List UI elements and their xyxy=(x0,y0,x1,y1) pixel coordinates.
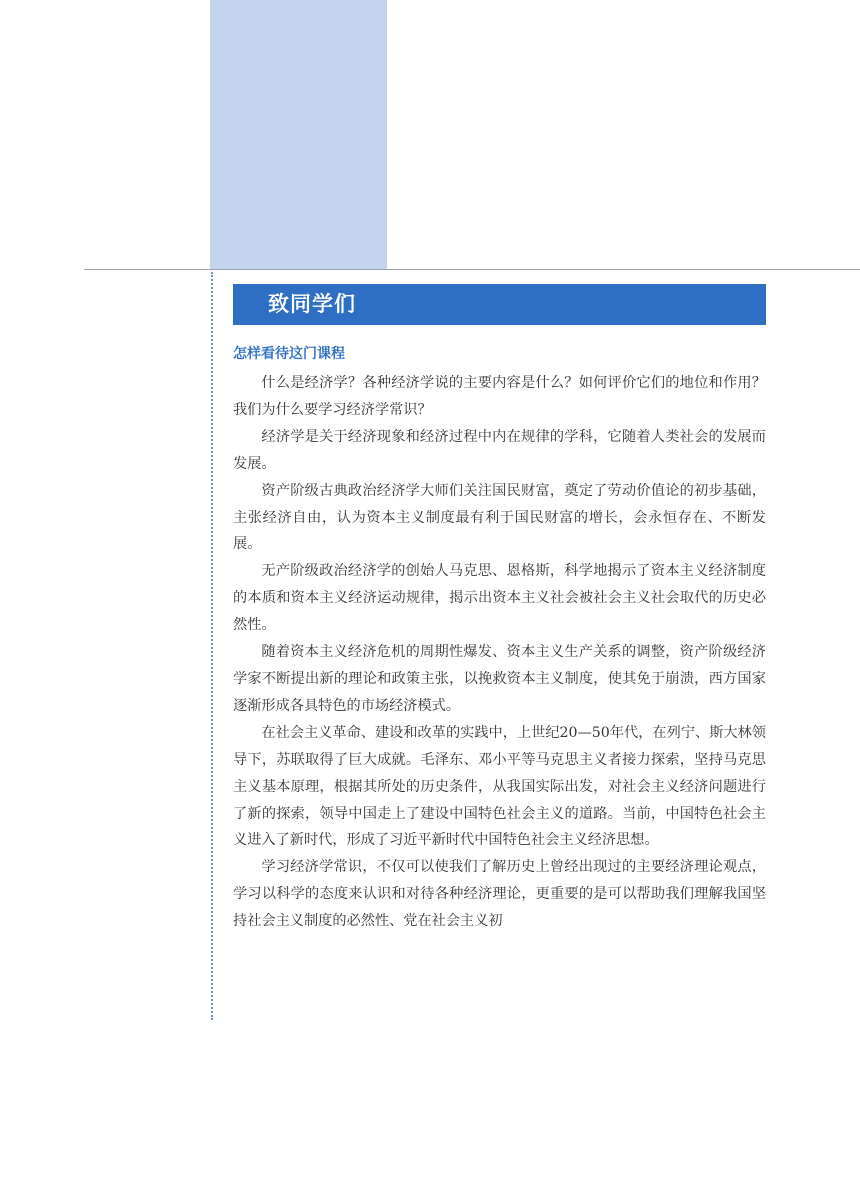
paragraph: 经济学是关于经济现象和经济过程中内在规律的学科，它随着人类社会的发展而发展。 xyxy=(233,428,766,472)
top-decorative-block xyxy=(210,0,387,270)
body-text xyxy=(233,370,766,935)
subheading: 怎样看待这门课程 xyxy=(233,346,345,362)
paragraph: 在社会主义革命、建设和改革的实践中，上世纪20—50年代，在列宁、斯大林领导下，苏联取得了巨大成就。毛泽东、邓小平等马克思主义者接力探索，坚持马克思主义基本原理，根据其所处的历史条件，从我国实际出发，对社会主义经济问题进行了新的探索，领导中国走上了建设中国特色社会主义的道路。当前，中国特色社会主义进入了新时代，形成了习近平新时代中国特色社会主义经济思想。 xyxy=(233,724,766,849)
paragraph: 无产阶级政治经济学的创始人马克思、恩格斯，科学地揭示了资本主义经济制度的本质和资本主义经济运动规律，揭示出资本主义社会被社会主义社会取代的历史必然性。 xyxy=(233,563,766,634)
section-title-bar xyxy=(233,284,766,325)
paragraph: 什么是经济学？各种经济学说的主要内容是什么？如何评价它们的地位和作用？我们为什么要学习经济学常识？ xyxy=(233,375,766,418)
paragraph: 学习经济学常识，不仅可以使我们了解历史上曾经出现过的主要经济理论观点，学习以科学的态度来认识和对待各种经济理论，更重要的是可以帮助我们理解我国坚持社会主义制度的必然性、党在社会主义初 xyxy=(233,859,766,930)
header-rule xyxy=(84,269,860,270)
page-title: 致同学们 xyxy=(268,292,356,316)
paragraph: 资产阶级古典政治经济学大师们关注国民财富，奠定了劳动价值论的初步基础，主张经济自由，认为资本主义制度最有利于国民财富的增长，会永恒存在、不断发展。 xyxy=(233,482,766,553)
margin-dotted-line xyxy=(211,272,213,1020)
paragraph: 随着资本主义经济危机的周期性爆发、资本主义生产关系的调整，资产阶级经济学家不断提出新的理论和政策主张，以挽救资本主义制度，使其免于崩溃，西方国家逐渐形成各具特色的市场经济模式。 xyxy=(233,644,766,714)
